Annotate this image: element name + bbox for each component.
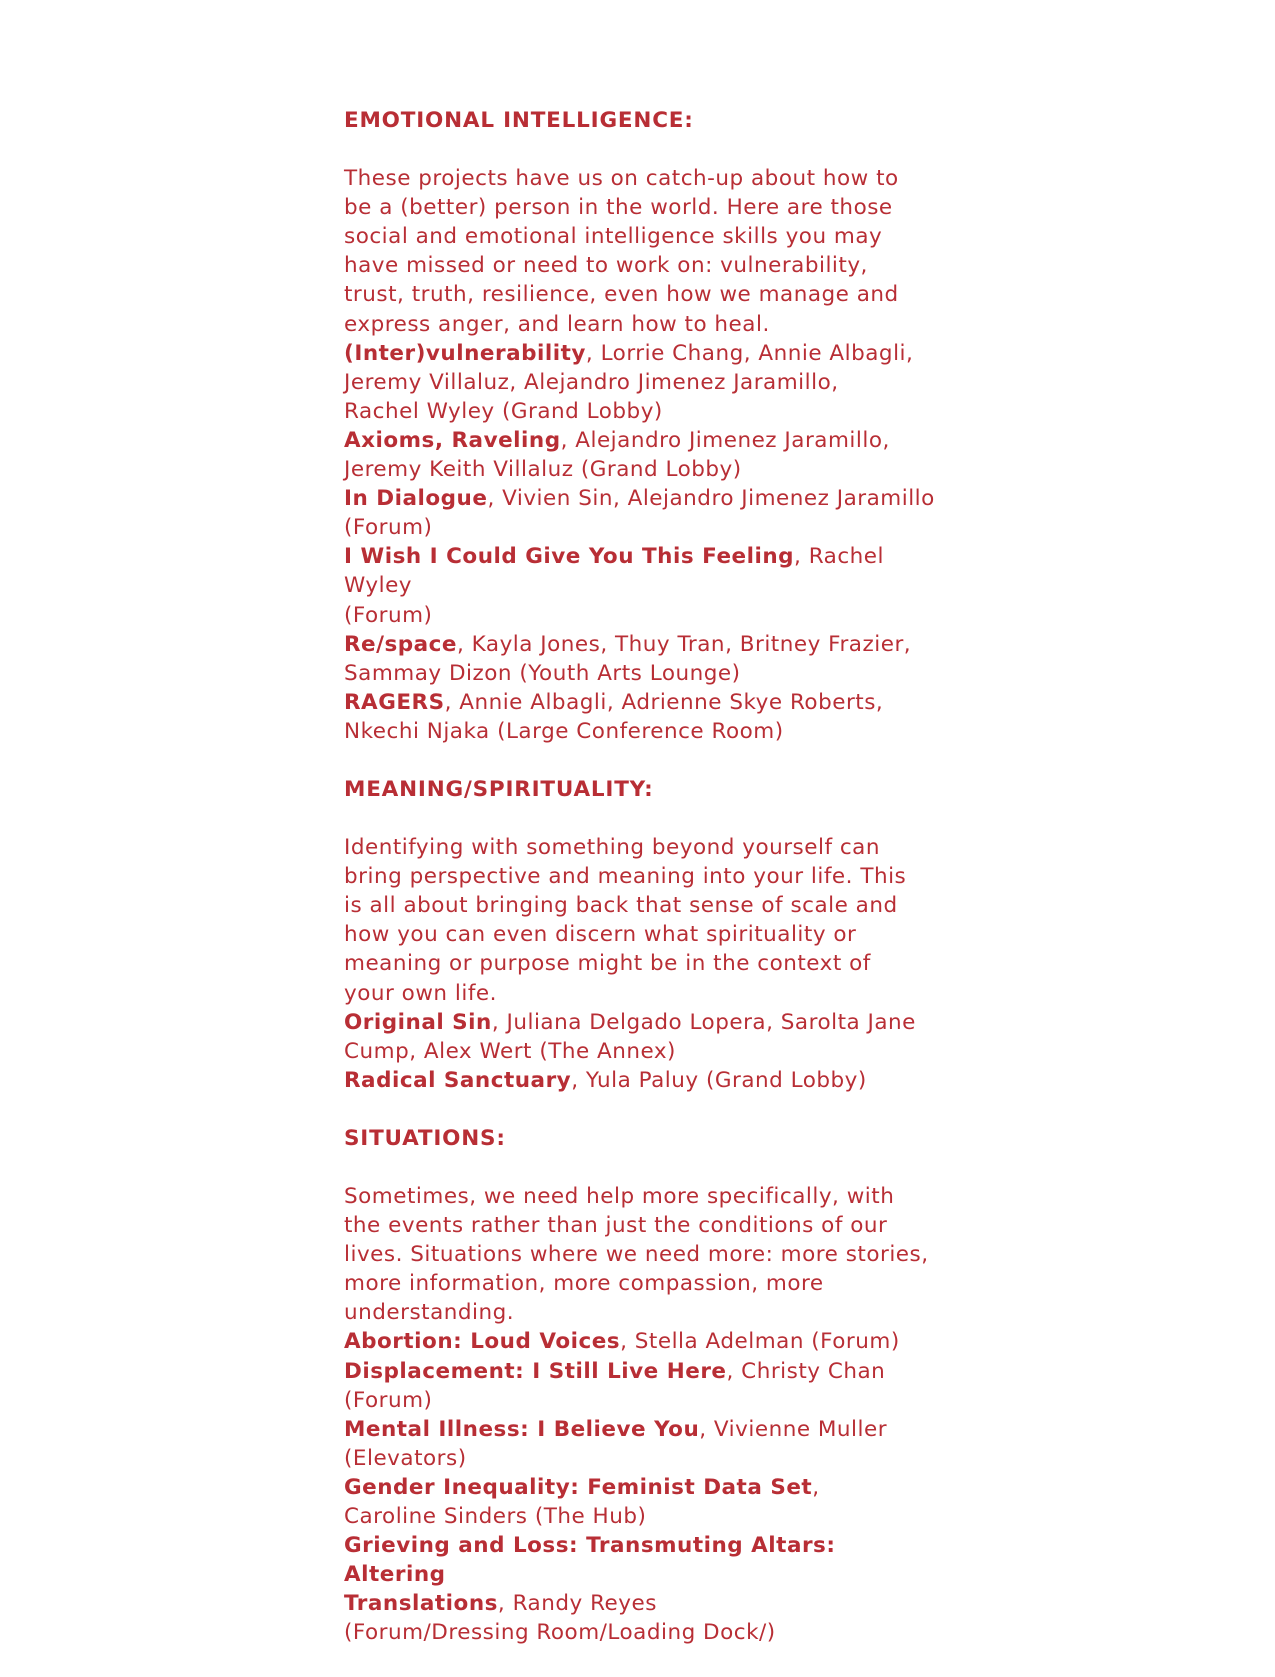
section-emotional-intelligence xyxy=(344,106,944,746)
section-intro: These projects have us on catch-up about how to be a (better) person in the world. Here are those social and emotional intelligence skills you may have missed or need to work on: vulnerability, trust, truth, resilience, even how we manage and express anger, and learn how to heal. xyxy=(344,166,899,337)
project-entry xyxy=(344,339,944,426)
project-entry xyxy=(344,1415,944,1473)
section-intro: Identifying with something beyond yourself can bring perspective and meaning into your life. This is all about bringing back that sense of scale and how you can even discern what spirituality or meaning or purpose might be in the context of your own life. xyxy=(344,835,907,1006)
project-entry xyxy=(344,1357,944,1415)
project-credits: , Kayla Jones, Thuy Tran, Britney Frazier, Sammay Dizon (Youth Arts Lounge) xyxy=(344,631,912,686)
project-title: Displacement: I Still Live Here xyxy=(344,1358,727,1384)
project-title: (Inter)vulnerability xyxy=(344,340,586,366)
project-title: Grieving and Loss: Transmuting Altars: Altering Translations xyxy=(344,1533,836,1617)
project-entry xyxy=(344,1066,944,1095)
project-entry xyxy=(344,1327,944,1356)
project-title: Radical Sanctuary xyxy=(344,1067,572,1093)
project-title: In Dialogue xyxy=(344,486,488,512)
project-title: Gender Inequality: Feminist Data Set xyxy=(344,1474,813,1500)
section-heading: EMOTIONAL INTELLIGENCE: xyxy=(344,108,694,133)
project-entry xyxy=(344,630,944,688)
section-heading: MEANING/SPIRITUALITY: xyxy=(344,776,654,802)
project-entry xyxy=(344,542,944,629)
project-entry xyxy=(344,484,944,542)
project-credits: , Vivien Sin, Alejandro Jimenez Jaramillo (Forum) xyxy=(344,486,935,541)
project-credits: , Lorrie Chang, Annie Albagli, Jeremy Villaluz, Alejandro Jimenez Jaramillo, Rachel Wyley (Grand Lobby) xyxy=(344,340,914,424)
project-title: Axioms, Raveling xyxy=(344,427,561,453)
section-intro: Sometimes, we need help more specifically, with the events rather than just the conditions of our lives. Situations where we need more: more stories, more information, more compassion, more understanding. xyxy=(344,1184,929,1326)
project-title: Re/space xyxy=(344,631,458,657)
project-credits: , Juliana Delgado Lopera, Sarolta Jane Cump, Alex Wert (The Annex) xyxy=(344,1009,916,1064)
project-title: Mental Illness: I Believe You xyxy=(344,1416,700,1442)
project-credits: , Annie Albagli, Adrienne Skye Roberts, Nkechi Njaka (Large Conference Room) xyxy=(344,689,884,744)
section-situations xyxy=(344,1124,944,1648)
project-credits: , Yula Paluy (Grand Lobby) xyxy=(571,1067,867,1093)
project-credits: , Rachel Wyley (Forum) xyxy=(344,544,885,628)
project-credits: , Alejandro Jimenez Jaramillo, Jeremy Keith Villaluz (Grand Lobby) xyxy=(344,427,890,483)
project-title: Abortion: Loud Voices xyxy=(344,1329,621,1355)
project-credits: , Caroline Sinders (The Hub) xyxy=(344,1474,820,1530)
project-credits: , Stella Adelman (Forum) xyxy=(620,1329,900,1355)
project-entry xyxy=(344,1531,944,1647)
project-entry xyxy=(344,1008,944,1066)
project-credits: , Christy Chan (Forum) xyxy=(344,1358,886,1413)
project-title: RAGERS xyxy=(344,689,445,715)
project-entry xyxy=(344,1473,944,1531)
project-title: I Wish I Could Give You This Feeling xyxy=(344,544,795,570)
project-title: Original Sin xyxy=(344,1009,492,1035)
project-credits: , Vivienne Muller (Elevators) xyxy=(344,1416,888,1471)
document-page xyxy=(344,106,944,1677)
section-heading: SITUATIONS: xyxy=(344,1125,506,1151)
project-entry xyxy=(344,688,944,746)
project-entry xyxy=(344,426,944,484)
project-credits: , Randy Reyes (Forum/Dressing Room/Loading Dock/) xyxy=(344,1591,776,1646)
section-meaning-spirituality xyxy=(344,775,944,1095)
